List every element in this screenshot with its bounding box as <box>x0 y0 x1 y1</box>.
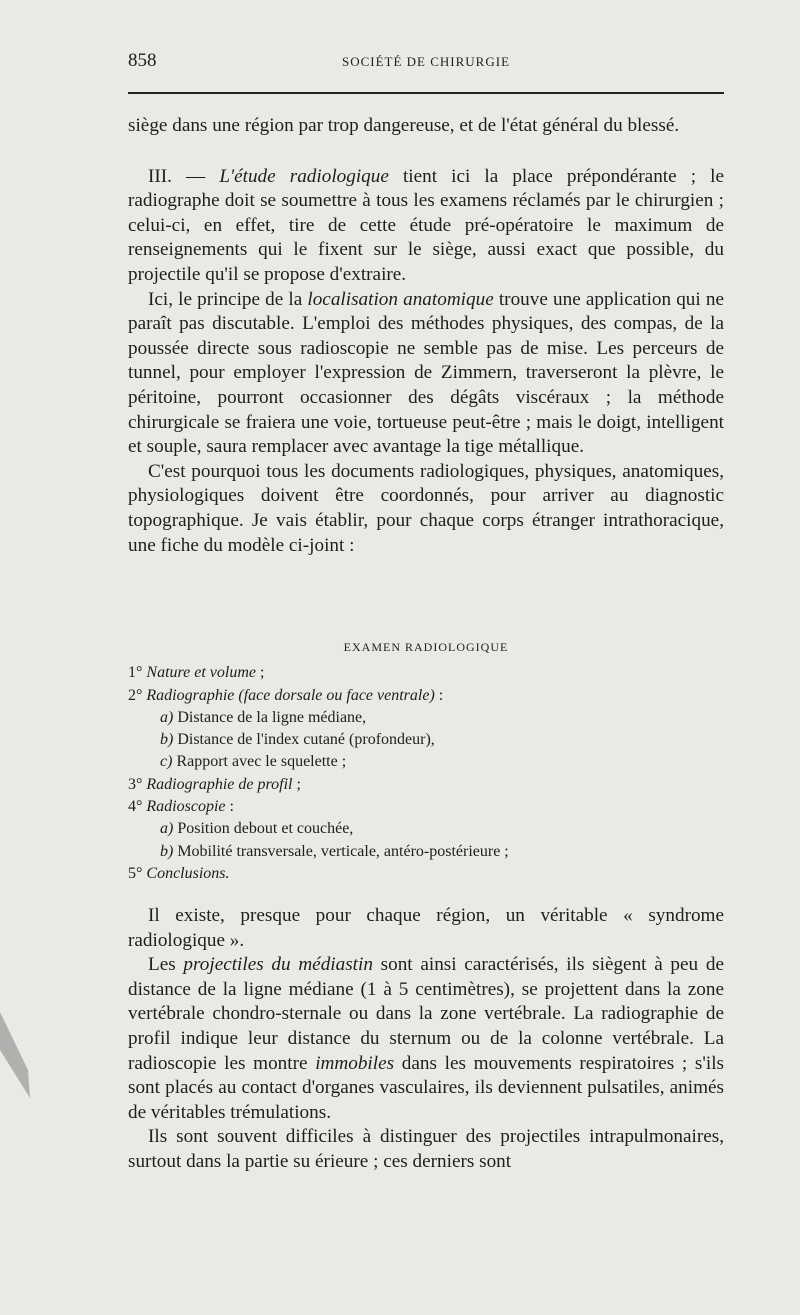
exam-item-4: 4° Radioscopie : <box>128 798 234 816</box>
paragraph-gap <box>128 139 724 165</box>
paragraph-intrapulmonary: Ils sont souvent difficiles à distinguer des projectiles intrapulmonaires, surtout dans la partie su érieure ; ces derniers sont <box>128 1126 724 1172</box>
exam-subitem-2a: a) Distance de la ligne médiane, <box>160 708 367 726</box>
exam-subitem-4b: b) Mobilité transversale, verticale, antéro-postérieure ; <box>160 842 509 860</box>
paragraph-mediastinum: Les projectiles du médiastin sont ainsi caractérisés, ils siègent à peu de distance de la ligne médiane (1 à 5 centimètres), se projettent dans la zone vertébrale chondro-sternale ou dans la zone vertébrale. La radiographie de profil indique leur distance du sternum ou de la colonne vertébrale. La radioscopie les montre immobiles dans les mouvements respiratoires ; s'ils sont placés au contact d'organes vasculaires, ils deviennent pulsatiles, animés de véritables trémulations. <box>128 954 724 1123</box>
exam-subitem-4a: a) Position debout et couchée, <box>160 820 354 838</box>
paragraph-continuation: siège dans une région par trop dangereuse, et de l'état général du blessé. <box>128 115 680 136</box>
page-header <box>128 50 724 78</box>
body-text-bottom <box>128 904 724 1175</box>
paragraph-syndrome: Il existe, presque pour chaque région, un véritable « syndrome radiologique ». <box>128 905 724 951</box>
exam-item-3: 3° Radiographie de profil ; <box>128 775 301 793</box>
page-number: 858 <box>128 50 157 71</box>
exam-item-2: 2° Radiographie (face dorsale ou face ventrale) : <box>128 686 444 704</box>
header-rule <box>128 92 724 94</box>
page-edge-mark <box>0 1010 30 1100</box>
exam-form <box>128 636 724 885</box>
exam-item-1: 1° Nature et volume ; <box>128 664 265 682</box>
paragraph-radiologic-study: III. — L'étude radiologique tient ici la place prépondérante ; le radiographe doit se soumettre à tous les examens réclamés par le chirurgien ; celui-ci, en effet, tire de cette étude pré-opératoire le maximum de renseignements qui le fixent sur le siège, aussi exact que possible, du projectile qu'il se propose d'extraire. <box>128 165 724 285</box>
exam-item-5: 5° Conclusions. <box>128 864 230 882</box>
body-text-top <box>128 114 724 558</box>
running-title: SOCIÉTÉ DE CHIRURGIE <box>341 54 511 69</box>
exam-subitem-2b: b) Distance de l'index cutané (profondeur), <box>160 731 435 749</box>
exam-title: EXAMEN RADIOLOGIQUE <box>343 640 509 654</box>
paragraph-documents: C'est pourquoi tous les documents radiologiques, physiques, anatomiques, physiologiques doivent être coordonnés, pour arriver au diagnostic topographique. Je vais établir, pour chaque corps étranger intrathoracique, une fiche du modèle ci-joint : <box>128 460 724 556</box>
paragraph-anatomic-localisation: Ici, le principe de la localisation anatomique trouve une application qui ne paraît pas discutable. L'emploi des méthodes physiques, des compas, de la poussée directe sous radioscopie ne semble pas de mise. Les perceurs de tunnel, pour employer l'expression de Zimmern, traverseront la plèvre, le péritoine, pourront occasionner des dégâts viscéraux ; la méthode chirurgicale se fraiera une voie, tortueuse peut-être ; mais le doigt, intelligent et souple, saura remplacer avec avantage la tige métallique. <box>128 288 724 458</box>
exam-subitem-2c: c) Rapport avec le squelette ; <box>160 753 347 771</box>
